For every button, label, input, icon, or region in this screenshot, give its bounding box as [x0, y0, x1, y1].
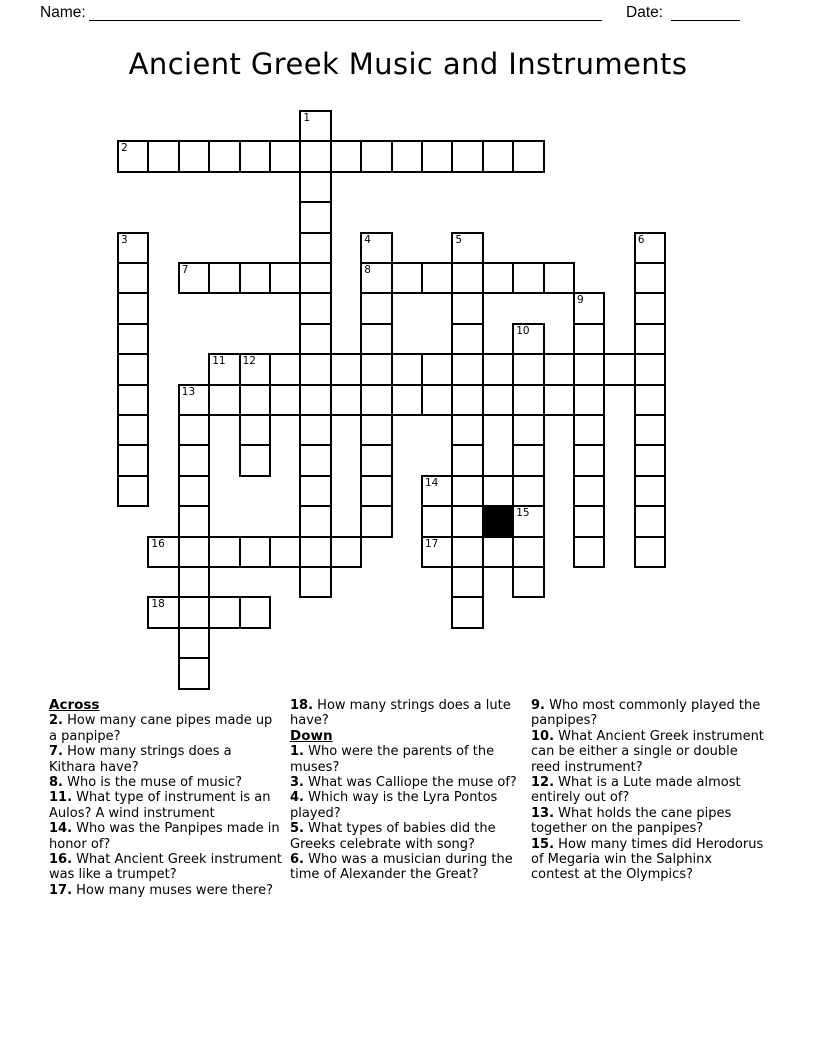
- grid-cell-r9c6[interactable]: [299, 384, 331, 416]
- grid-cell-r5c11[interactable]: [451, 262, 483, 294]
- grid-cell-r3c6[interactable]: [299, 201, 331, 233]
- grid-cell-r4c8[interactable]: [360, 232, 392, 264]
- grid-cell-r10c4[interactable]: [239, 414, 271, 446]
- grid-cell-r8c3[interactable]: [208, 353, 240, 385]
- grid-cell-r14c1[interactable]: [147, 536, 179, 568]
- cell-number-7: 7: [181, 264, 189, 276]
- grid-cell-r14c12[interactable]: [482, 536, 514, 568]
- grid-cell-r5c6[interactable]: [299, 262, 331, 294]
- grid-cell-r16c11[interactable]: [451, 596, 483, 628]
- clue-item-7: 7. How many strings does a Kithara have?: [49, 744, 232, 775]
- grid-cell-r11c6[interactable]: [299, 444, 331, 476]
- cell-number-6: 6: [637, 233, 645, 246]
- grid-cell-r1c11[interactable]: [451, 140, 483, 172]
- cell-number-15: 15: [516, 507, 530, 520]
- grid-cell-r17c2[interactable]: [178, 627, 210, 659]
- grid-cell-r13c15[interactable]: [573, 505, 605, 537]
- grid-cell-r8c10[interactable]: [421, 353, 453, 385]
- grid-cell-r5c17[interactable]: [634, 262, 666, 294]
- grid-cell-r15c13[interactable]: [512, 566, 544, 598]
- grid-cell-r8c17[interactable]: [634, 353, 666, 385]
- grid-cell-r10c8[interactable]: [360, 414, 392, 446]
- grid-cell-r1c8[interactable]: [360, 140, 392, 172]
- grid-cell-r5c2[interactable]: [178, 262, 210, 294]
- grid-cell-r5c13[interactable]: [512, 262, 544, 294]
- grid-cell-r1c6[interactable]: [299, 140, 331, 172]
- grid-cell-r8c13[interactable]: [512, 353, 544, 385]
- grid-cell-r1c1[interactable]: [147, 140, 179, 172]
- grid-cell-r12c6[interactable]: [299, 475, 331, 507]
- name-fill-line[interactable]: [89, 1, 602, 21]
- grid-cell-r8c7[interactable]: [330, 353, 362, 385]
- page-title: Ancient Greek Music and Instruments: [128, 47, 688, 81]
- grid-cell-r16c2[interactable]: [178, 596, 210, 628]
- grid-cell-r7c11[interactable]: [451, 323, 483, 355]
- grid-cell-r11c2[interactable]: [178, 444, 210, 476]
- down-heading: Down: [290, 727, 333, 744]
- grid-cell-r10c15[interactable]: [573, 414, 605, 446]
- grid-cell-r5c0[interactable]: [117, 262, 149, 294]
- grid-cell-r7c8[interactable]: [360, 323, 392, 355]
- grid-cell-r10c2[interactable]: [178, 414, 210, 446]
- grid-cell-r5c14[interactable]: [543, 262, 575, 294]
- grid-cell-r13c6[interactable]: [299, 505, 331, 537]
- clue-item-9: 9. Who most commonly played the panpipes?: [531, 698, 761, 729]
- clue-item-5: 5. What types of babies did the Greeks celebrate with song?: [290, 821, 496, 852]
- grid-cell-r11c17[interactable]: [634, 444, 666, 476]
- grid-cell-r12c2[interactable]: [178, 475, 210, 507]
- grid-cell-r1c0[interactable]: [117, 140, 149, 172]
- grid-cell-r14c17[interactable]: [634, 536, 666, 568]
- clue-item-8: 8. Who is the muse of music?: [49, 775, 243, 791]
- grid-cell-r13c17[interactable]: [634, 505, 666, 537]
- date-fill-line[interactable]: [671, 1, 740, 21]
- grid-cell-r8c0[interactable]: [117, 353, 149, 385]
- grid-cell-r8c8[interactable]: [360, 353, 392, 385]
- grid-cell-r9c8[interactable]: [360, 384, 392, 416]
- clue-item-3: 3. What was Calliope the muse of?: [290, 775, 517, 791]
- grid-cell-r11c13[interactable]: [512, 444, 544, 476]
- cell-number-10: 10: [516, 324, 530, 337]
- grid-cell-r1c2[interactable]: [178, 140, 210, 172]
- grid-cell-r12c17[interactable]: [634, 475, 666, 507]
- grid-cell-r14c15[interactable]: [573, 536, 605, 568]
- grid-cell-r18c2[interactable]: [178, 657, 210, 689]
- clue-item-14: 14. Who was the Panpipes made in honor of?: [49, 821, 280, 852]
- grid-cell-r5c4[interactable]: [239, 262, 271, 294]
- grid-cell-r9c2[interactable]: [178, 384, 210, 416]
- grid-cell-r8c6[interactable]: [299, 353, 331, 385]
- grid-cell-r5c3[interactable]: [208, 262, 240, 294]
- grid-cell-r5c10[interactable]: [421, 262, 453, 294]
- clue-column-2: [290, 698, 523, 883]
- grid-cell-r5c12[interactable]: [482, 262, 514, 294]
- grid-cell-r10c6[interactable]: [299, 414, 331, 446]
- grid-cell-r15c6[interactable]: [299, 566, 331, 598]
- grid-cell-r14c3[interactable]: [208, 536, 240, 568]
- grid-cell-r13c11[interactable]: [451, 505, 483, 537]
- grid-cell-r9c14[interactable]: [543, 384, 575, 416]
- cell-number-17: 17: [425, 537, 439, 550]
- name-label: Name:: [40, 4, 86, 21]
- clue-item-6: 6. Who was a musician during the time of Alexander the Great?: [290, 852, 513, 883]
- grid-cell-r9c0[interactable]: [117, 384, 149, 416]
- cell-number-16: 16: [151, 537, 165, 550]
- clue-item-1: 1. Who were the parents of the muses?: [290, 744, 495, 775]
- grid-cell-r14c6[interactable]: [299, 536, 331, 568]
- black-cell: [482, 505, 514, 537]
- grid-cell-r11c15[interactable]: [573, 444, 605, 476]
- grid-cell-r14c5[interactable]: [269, 536, 301, 568]
- grid-cell-r1c7[interactable]: [330, 140, 362, 172]
- date-label: Date:: [626, 4, 664, 21]
- grid-cell-r9c12[interactable]: [482, 384, 514, 416]
- grid-cell-r4c6[interactable]: [299, 232, 331, 264]
- cell-number-4: 4: [364, 233, 371, 246]
- grid-cell-r14c11[interactable]: [451, 536, 483, 568]
- grid-cell-r11c4[interactable]: [239, 444, 271, 476]
- grid-cell-r9c13[interactable]: [512, 384, 544, 416]
- grid-cell-r14c4[interactable]: [239, 536, 271, 568]
- clue-item-17: 17. How many muses were there?: [49, 882, 274, 898]
- grid-cell-r8c4[interactable]: [239, 353, 271, 385]
- cell-number-2: 2: [121, 142, 128, 155]
- grid-cell-r7c15[interactable]: [573, 323, 605, 355]
- clue-item-10: 10. What Ancient Greek instrument can be either a single or double reed instrument?: [531, 728, 764, 775]
- grid-cell-r11c8[interactable]: [360, 444, 392, 476]
- cell-number-13: 13: [181, 385, 196, 398]
- clue-item-4: 4. Which way is the Lyra Pontos played?: [290, 790, 498, 821]
- grid-cell-r6c15[interactable]: [573, 292, 605, 324]
- clue-item-16: 16. What Ancient Greek instrument was like a trumpet?: [49, 852, 282, 883]
- grid-cell-r12c0[interactable]: [117, 475, 149, 507]
- grid-cell-r6c17[interactable]: [634, 292, 666, 324]
- grid-cell-r12c12[interactable]: [482, 475, 514, 507]
- cell-number-11: 11: [212, 355, 226, 368]
- grid-cell-r7c13[interactable]: [512, 323, 544, 355]
- grid-cell-r1c12[interactable]: [482, 140, 514, 172]
- grid-cell-r8c15[interactable]: [573, 353, 605, 385]
- cell-number-14: 14: [425, 476, 439, 489]
- grid-cell-r16c4[interactable]: [239, 596, 271, 628]
- grid-cell-r9c10[interactable]: [421, 384, 453, 416]
- cell-number-8: 8: [364, 264, 371, 276]
- grid-cell-r13c2[interactable]: [178, 505, 210, 537]
- grid-cell-r12c8[interactable]: [360, 475, 392, 507]
- grid-cell-r8c14[interactable]: [543, 353, 575, 385]
- cell-number-12: 12: [242, 355, 256, 368]
- grid-cell-r8c11[interactable]: [451, 353, 483, 385]
- grid-cell-r16c3[interactable]: [208, 596, 240, 628]
- grid-cell-r6c11[interactable]: [451, 292, 483, 324]
- grid-cell-r2c6[interactable]: [299, 171, 331, 203]
- grid-cell-r9c3[interactable]: [208, 384, 240, 416]
- grid-cell-r13c10[interactable]: [421, 505, 453, 537]
- grid-cell-r16c1[interactable]: [147, 596, 179, 628]
- grid-cell-r9c9[interactable]: [391, 384, 423, 416]
- grid-cell-r1c3[interactable]: [208, 140, 240, 172]
- grid-cell-r4c0[interactable]: [117, 232, 149, 264]
- grid-cell-r10c0[interactable]: [117, 414, 149, 446]
- grid-cell-r11c11[interactable]: [451, 444, 483, 476]
- clue-column-1: [49, 698, 282, 898]
- grid-cell-r12c13[interactable]: [512, 475, 544, 507]
- cell-number-5: 5: [455, 233, 463, 246]
- grid-cell-r11c0[interactable]: [117, 444, 149, 476]
- grid-cell-r8c9[interactable]: [391, 353, 423, 385]
- grid-cell-r13c8[interactable]: [360, 505, 392, 537]
- grid-cell-r15c2[interactable]: [178, 566, 210, 598]
- grid-cell-r0c6[interactable]: [299, 110, 331, 142]
- grid-cell-r10c11[interactable]: [451, 414, 483, 446]
- across-heading: Across: [49, 697, 100, 713]
- grid-cell-r5c5[interactable]: [269, 262, 301, 294]
- grid-cell-r9c5[interactable]: [269, 384, 301, 416]
- clue-item-13: 13. What holds the cane pipes together on the panpipes?: [531, 805, 732, 837]
- clue-item-18: 18. How many strings does a lute have?: [290, 698, 511, 729]
- grid-cell-r4c17[interactable]: [634, 232, 666, 264]
- grid-cell-r7c0[interactable]: [117, 323, 149, 355]
- grid-cell-r15c11[interactable]: [451, 566, 483, 598]
- grid-cell-r12c15[interactable]: [573, 475, 605, 507]
- grid-cell-r9c4[interactable]: [239, 384, 271, 416]
- grid-cell-r9c7[interactable]: [330, 384, 362, 416]
- grid-cell-r5c8[interactable]: [360, 262, 392, 294]
- grid-cell-r1c5[interactable]: [269, 140, 301, 172]
- grid-cell-r14c13[interactable]: [512, 536, 544, 568]
- grid-cell-r8c16[interactable]: [603, 353, 635, 385]
- grid-cell-r6c6[interactable]: [299, 292, 331, 324]
- grid-cell-r7c6[interactable]: [299, 323, 331, 355]
- grid-cell-r10c17[interactable]: [634, 414, 666, 446]
- clue-item-11: 11. What type of instrument is an Aulos? A wind instrument: [49, 790, 271, 821]
- grid-cell-r9c17[interactable]: [634, 384, 666, 416]
- grid-cell-r9c11[interactable]: [451, 384, 483, 416]
- grid-cell-r8c12[interactable]: [482, 353, 514, 385]
- grid-cell-r8c5[interactable]: [269, 353, 301, 385]
- clue-item-12: 12. What is a Lute made almost entirely out of?: [531, 775, 741, 806]
- grid-cell-r6c8[interactable]: [360, 292, 392, 324]
- grid-cell-r7c17[interactable]: [634, 323, 666, 355]
- grid-cell-r10c13[interactable]: [512, 414, 544, 446]
- grid-cell-r1c9[interactable]: [391, 140, 423, 172]
- grid-cell-r1c10[interactable]: [421, 140, 453, 172]
- grid-cell-r13c13[interactable]: [512, 505, 544, 537]
- grid-cell-r12c11[interactable]: [451, 475, 483, 507]
- clue-item-15: 15. How many times did Herodorus of Megaria win the Salphinx contest at the Olympics?: [531, 836, 764, 883]
- grid-cell-r1c13[interactable]: [512, 140, 544, 172]
- grid-cell-r9c15[interactable]: [573, 384, 605, 416]
- grid-cell-r6c0[interactable]: [117, 292, 149, 324]
- clue-item-2: 2. How many cane pipes made up a panpipe?: [49, 713, 273, 744]
- grid-cell-r1c4[interactable]: [239, 140, 271, 172]
- grid-cell-r5c9[interactable]: [391, 262, 423, 294]
- grid-cell-r14c2[interactable]: [178, 536, 210, 568]
- clue-column-3: [531, 698, 764, 883]
- grid-cell-r4c11[interactable]: [451, 232, 483, 264]
- grid-cell-r14c10[interactable]: [421, 536, 453, 568]
- grid-cell-r14c7[interactable]: [330, 536, 362, 568]
- cell-number-18: 18: [151, 598, 165, 611]
- grid-cell-r12c10[interactable]: [421, 475, 453, 507]
- cell-number-1: 1: [303, 112, 311, 124]
- cell-number-9: 9: [577, 294, 584, 307]
- cell-number-3: 3: [121, 233, 128, 246]
- clue-list: [49, 698, 765, 898]
